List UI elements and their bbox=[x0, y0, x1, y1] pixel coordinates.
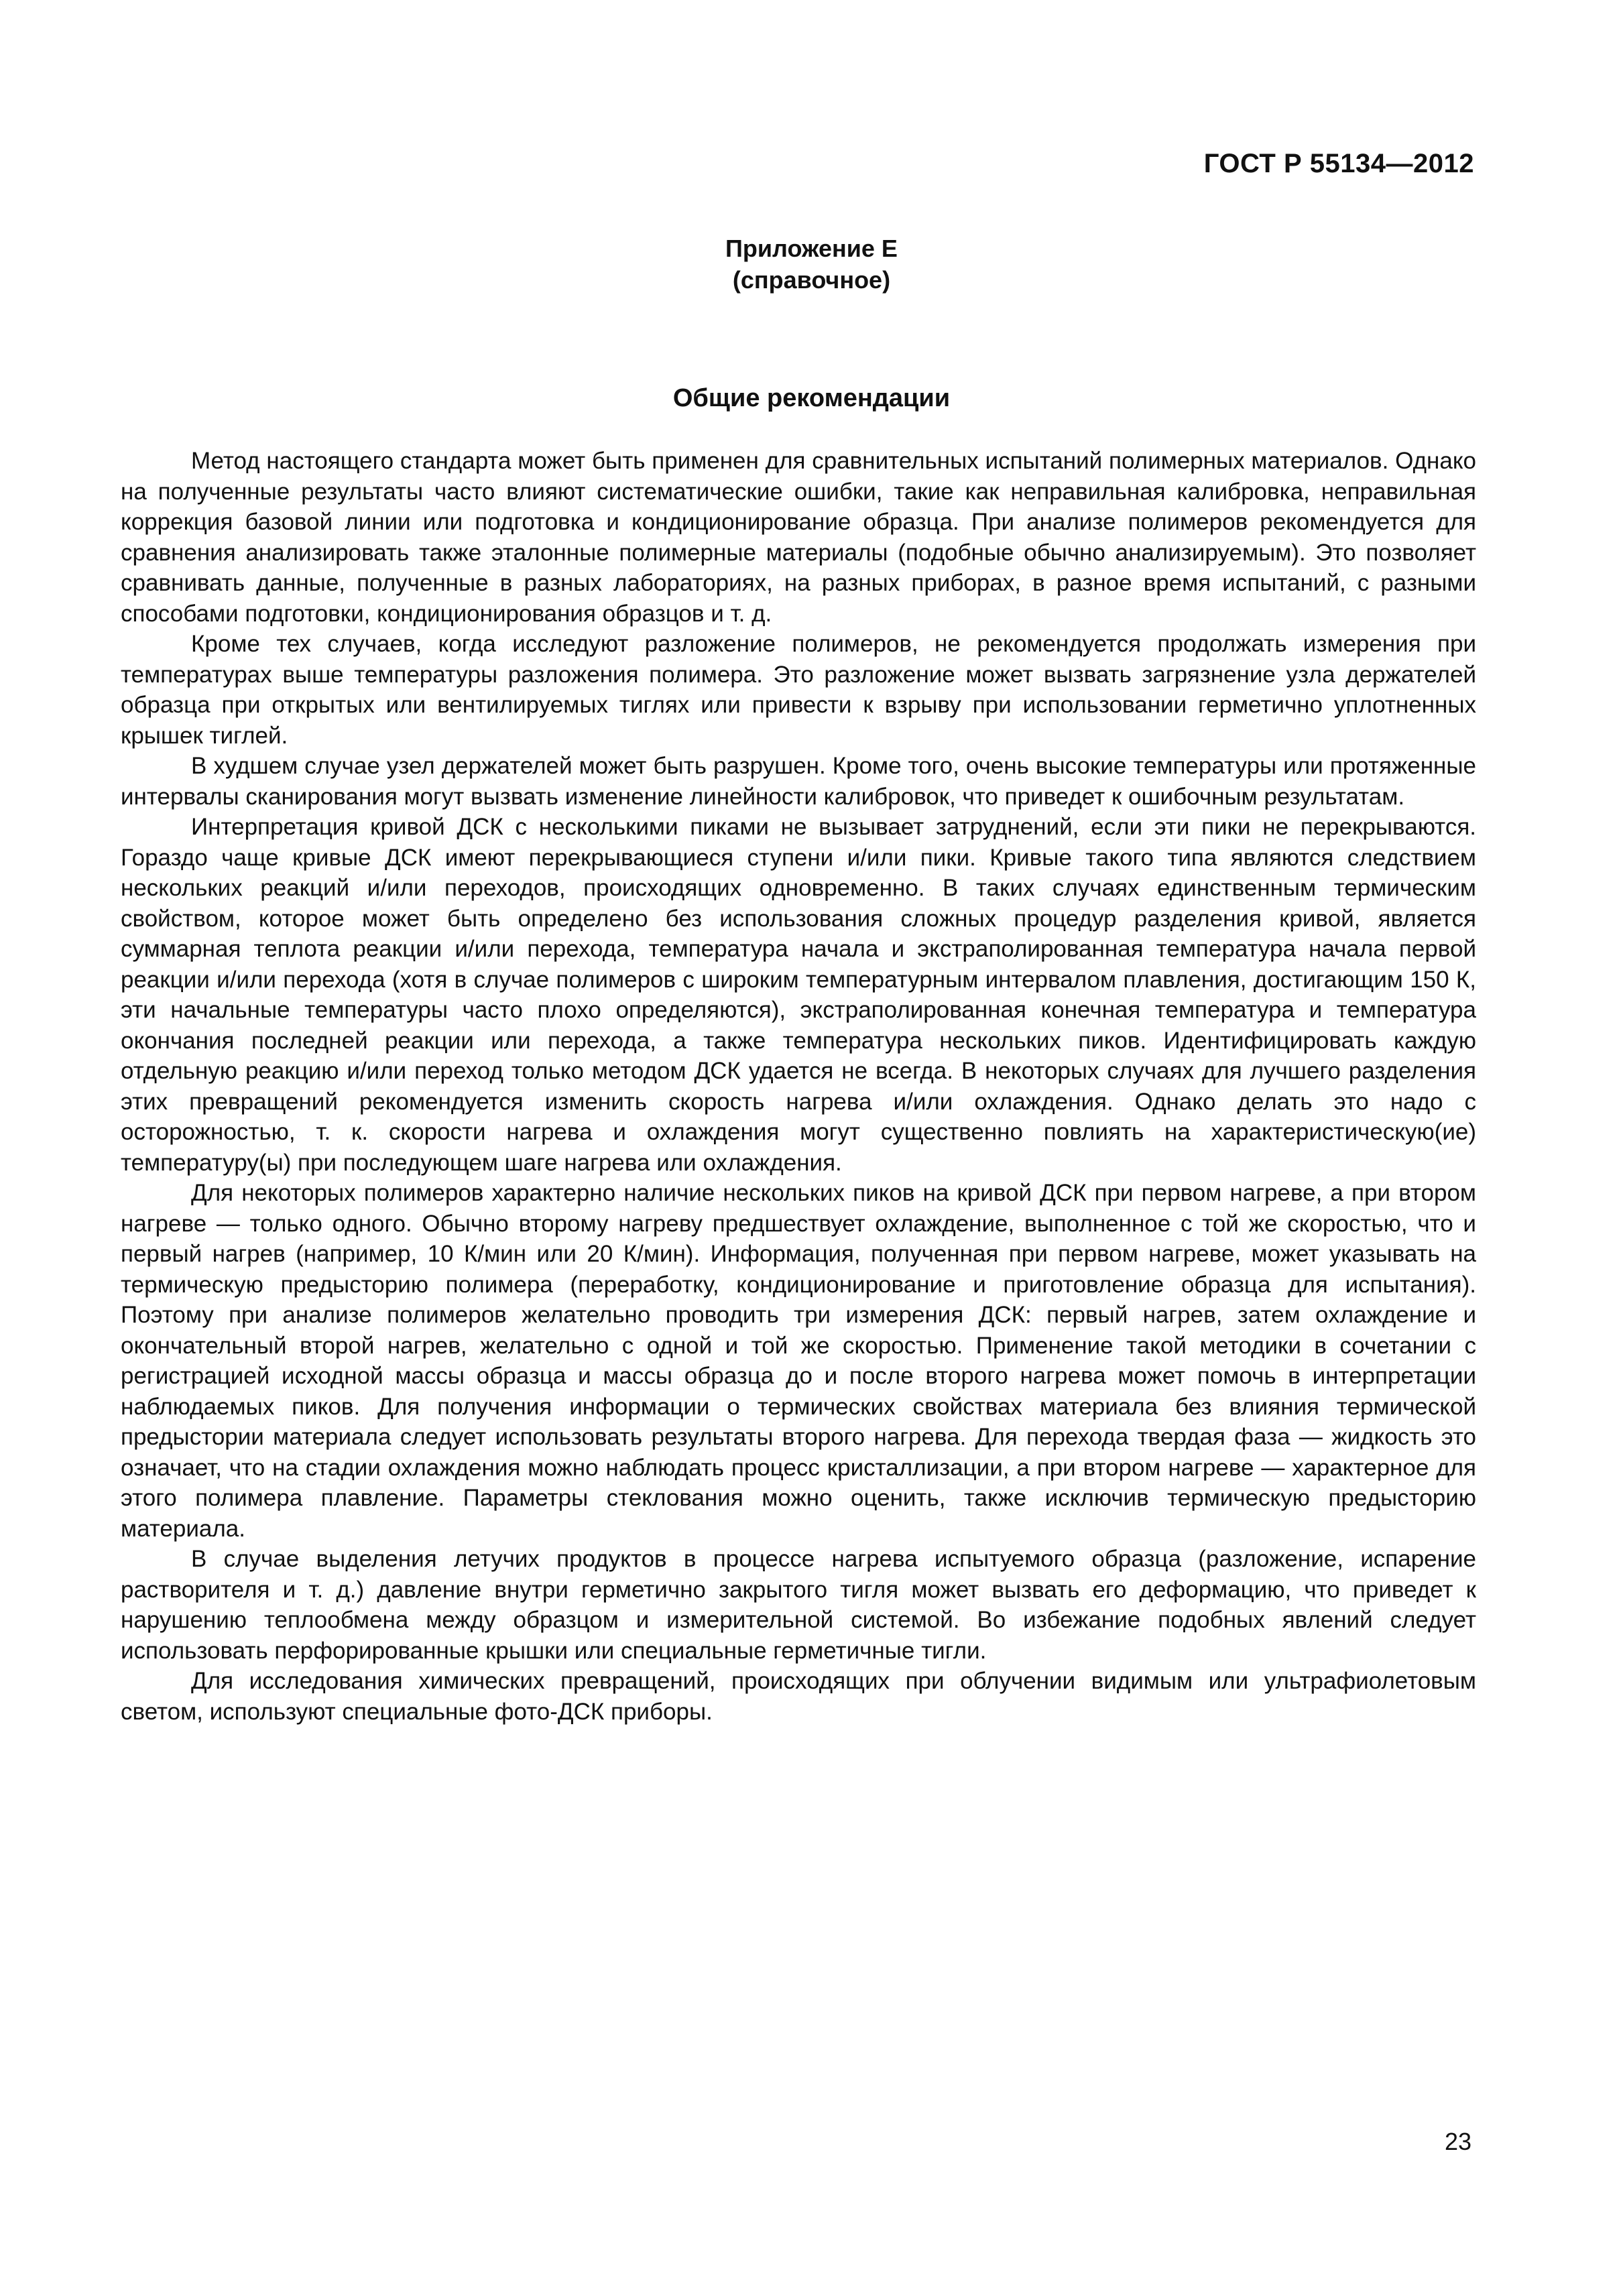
section-title: Общие рекомендации bbox=[672, 384, 951, 412]
paragraph: Метод настоящего стандарта может быть применен для сравнительных испытаний полимерных материалов. Однако на полученные результаты часто влияют систематические ошибки, такие как неправильная калибровка, неправильная коррекция базовой линии или подготовка и кондиционирование образца. При анализе полимеров рекомендуется для сравнения анализировать также эталонные полимерные материалы (подобные обычно анализируемым). Это позволяет сравнивать данные, полученные в разных лабораториях, на разных приборах, в разное время испытаний, с разными способами подготовки, кондиционирования образцов и т. д. bbox=[121, 448, 1476, 627]
paragraph: Интерпретация кривой ДСК с несколькими пиками не вызывает затруднений, если эти пики не перекрываются. Гораздо чаще кривые ДСК имеют перекрывающиеся ступени и/или пики. Кривые такого типа являются следствием нескольких реакций и/или переходов, происходящих одновременно. В таких случаях единственным термическим свойством, которое может быть определено без использования сложных процедур разделения кривой, является суммарная теплота реакции и/или перехода, температура начала и экстраполированная температура начала первой реакции и/или перехода (хотя в случае полимеров с широким температурным интервалом плавления, достигающим 150 К, эти начальные температуры часто плохо определяются), экстраполированная конечная температура и температура окончания последней реакции или перехода, а также температура нескольких пиков. Идентифицировать каждую отдельную реакцию и/или переход только методом ДСК удается не всегда. В некоторых случаях для лучшего разделения этих превращений рекомендуется изменить скорость нагрева и/или охлаждения. Однако делать это надо с осторожностью, т. к. скорости нагрева и охлаждения могут существенно повлиять на характеристическую(ие) температуру(ы) при последующем шаге нагрева или охлаждения. bbox=[121, 814, 1476, 1176]
document-code: ГОСТ Р 55134—2012 bbox=[1203, 149, 1474, 178]
appendix-subtitle: (справочное) bbox=[732, 266, 891, 294]
page-number: 23 bbox=[1444, 2128, 1471, 2155]
paragraph: Для некоторых полимеров характерно наличие нескольких пиков на кривой ДСК при первом нагреве, а при втором нагреве — только одного. Обычно второму нагреву предшествует охлаждение, выполненное с той же скоростью, что и первый нагрев (например, 10 К/мин или 20 К/мин). Информация, полученная при первом нагреве, может указывать на термическую предысторию полимера (переработку, кондиционирование и приготовление образца для испытания). Поэтому при анализе полимеров желательно проводить три измерения ДСК: первый нагрев, затем охлаждение и окончательный второй нагрев, желательно с одной и той же скоростью. Применение такой методики в сочетании с регистрацией исходной массы образца и массы образца до и после второго нагрева может помочь в интерпретации наблюдаемых пиков. Для получения информации о термических свойствах материала без влияния термической предыстории материала следует использовать результаты второго нагрева. Для перехода твердая фаза — жидкость это означает, что на стадии охлаждения можно наблюдать процесс кристаллизации, а при втором нагреве — характерное для этого полимера плавление. Параметры стеклования можно оценить, также исключив термическую предысторию материала. bbox=[121, 1180, 1476, 1542]
paragraph: В случае выделения летучих продуктов в процессе нагрева испытуемого образца (разложение, испарение растворителя и т. д.) давление внутри герметично закрытого тигля может вызвать его деформацию, что приведет к нарушению теплообмена между образцом и измерительной системой. Во избежание подобных явлений следует использовать перфорированные крышки или специальные герметичные тигли. bbox=[121, 1546, 1476, 1664]
appendix-title: Приложение Е bbox=[725, 235, 898, 262]
paragraph: Кроме тех случаев, когда исследуют разложение полимеров, не рекомендуется продолжать измерения при температурах выше температуры разложения полимера. Это разложение может вызвать загрязнение узла держателей образца при открытых или вентилируемых тиглях или привести к взрыву при использовании герметично уплотненных крышек тиглей. bbox=[121, 631, 1476, 749]
paragraph: В худшем случае узел держателей может быть разрушен. Кроме того, очень высокие температуры или протяженные интервалы сканирования могут вызвать изменение линейности калибровок, что приведет к ошибочным результатам. bbox=[121, 753, 1476, 810]
appendix-heading bbox=[0, 233, 1623, 296]
body-text bbox=[121, 446, 1476, 1727]
paragraph: Для исследования химических превращений, происходящих при облучении видимым или ультрафиолетовым светом, используют специальные фото-ДСК приборы. bbox=[121, 1668, 1476, 1725]
